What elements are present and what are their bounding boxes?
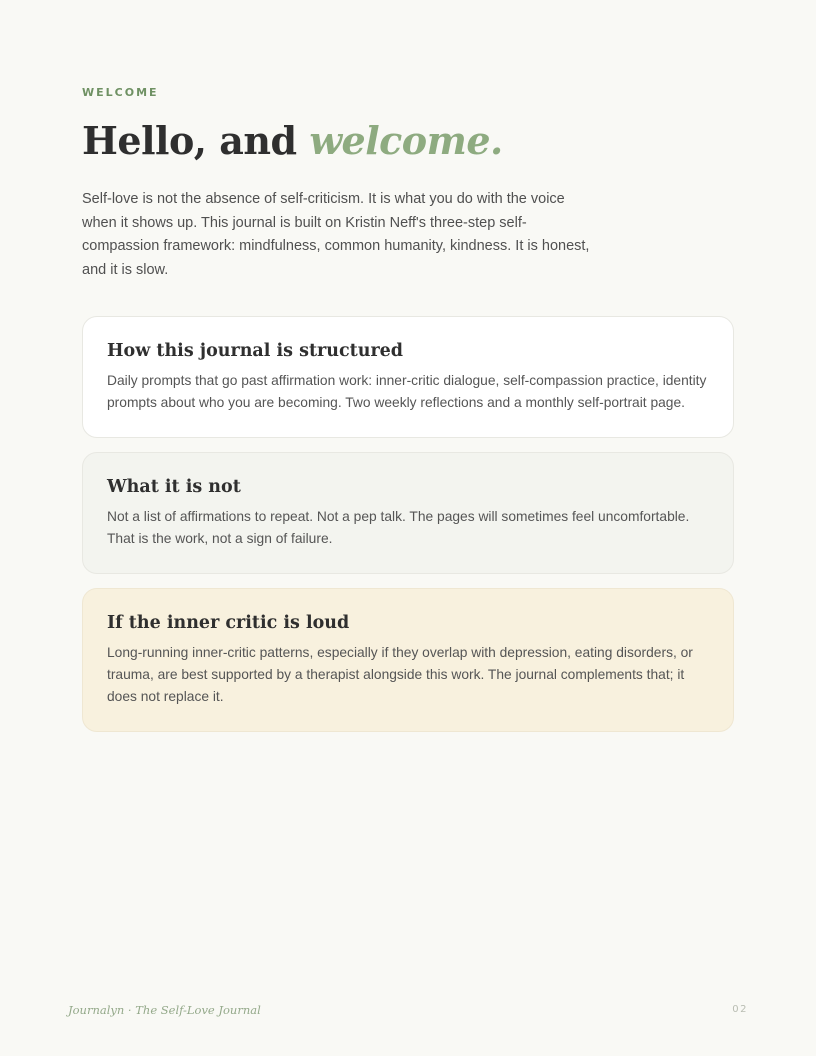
intro-paragraph: Self-love is not the absence of self-criticism. It is what you do with the voice when it shows up. This journal is built on Kristin Neff's three-step self-compassion framework: mindfulness, common humanity, kindness. It is honest, and it is slow.	[82, 191, 590, 278]
card-structure	[82, 316, 734, 438]
card-title: What it is not	[107, 477, 241, 497]
page-content	[82, 86, 734, 746]
footer-journal-name: Journalyn · The Self-Love Journal	[68, 1003, 261, 1017]
page-title-accent: welcome.	[309, 118, 503, 163]
card-inner-critic	[82, 588, 734, 732]
card-body: Daily prompts that go past affirmation work: inner-critic dialogue, self-compassion practice, identity prompts about who you are becoming. Two weekly reflections and a monthly self-portrait page.	[107, 373, 707, 410]
section-eyebrow: WELCOME	[82, 86, 159, 99]
card-what-it-is-not	[82, 452, 734, 574]
card-body: Long-running inner-critic patterns, especially if they overlap with depression, eating disorders, or trauma, are best supported by a therapist alongside this work. The journal complements that; it does not replace it.	[107, 645, 693, 704]
footer-page-number: 02	[732, 1004, 748, 1015]
page-title	[82, 118, 734, 164]
page-title-main: Hello, and	[82, 118, 310, 163]
card-title: If the inner critic is loud	[107, 613, 350, 633]
card-title: How this journal is structured	[107, 341, 404, 361]
card-body: Not a list of affirmations to repeat. Not a pep talk. The pages will sometimes feel uncomfortable. That is the work, not a sign of failure.	[107, 509, 690, 546]
info-cards	[82, 316, 734, 732]
